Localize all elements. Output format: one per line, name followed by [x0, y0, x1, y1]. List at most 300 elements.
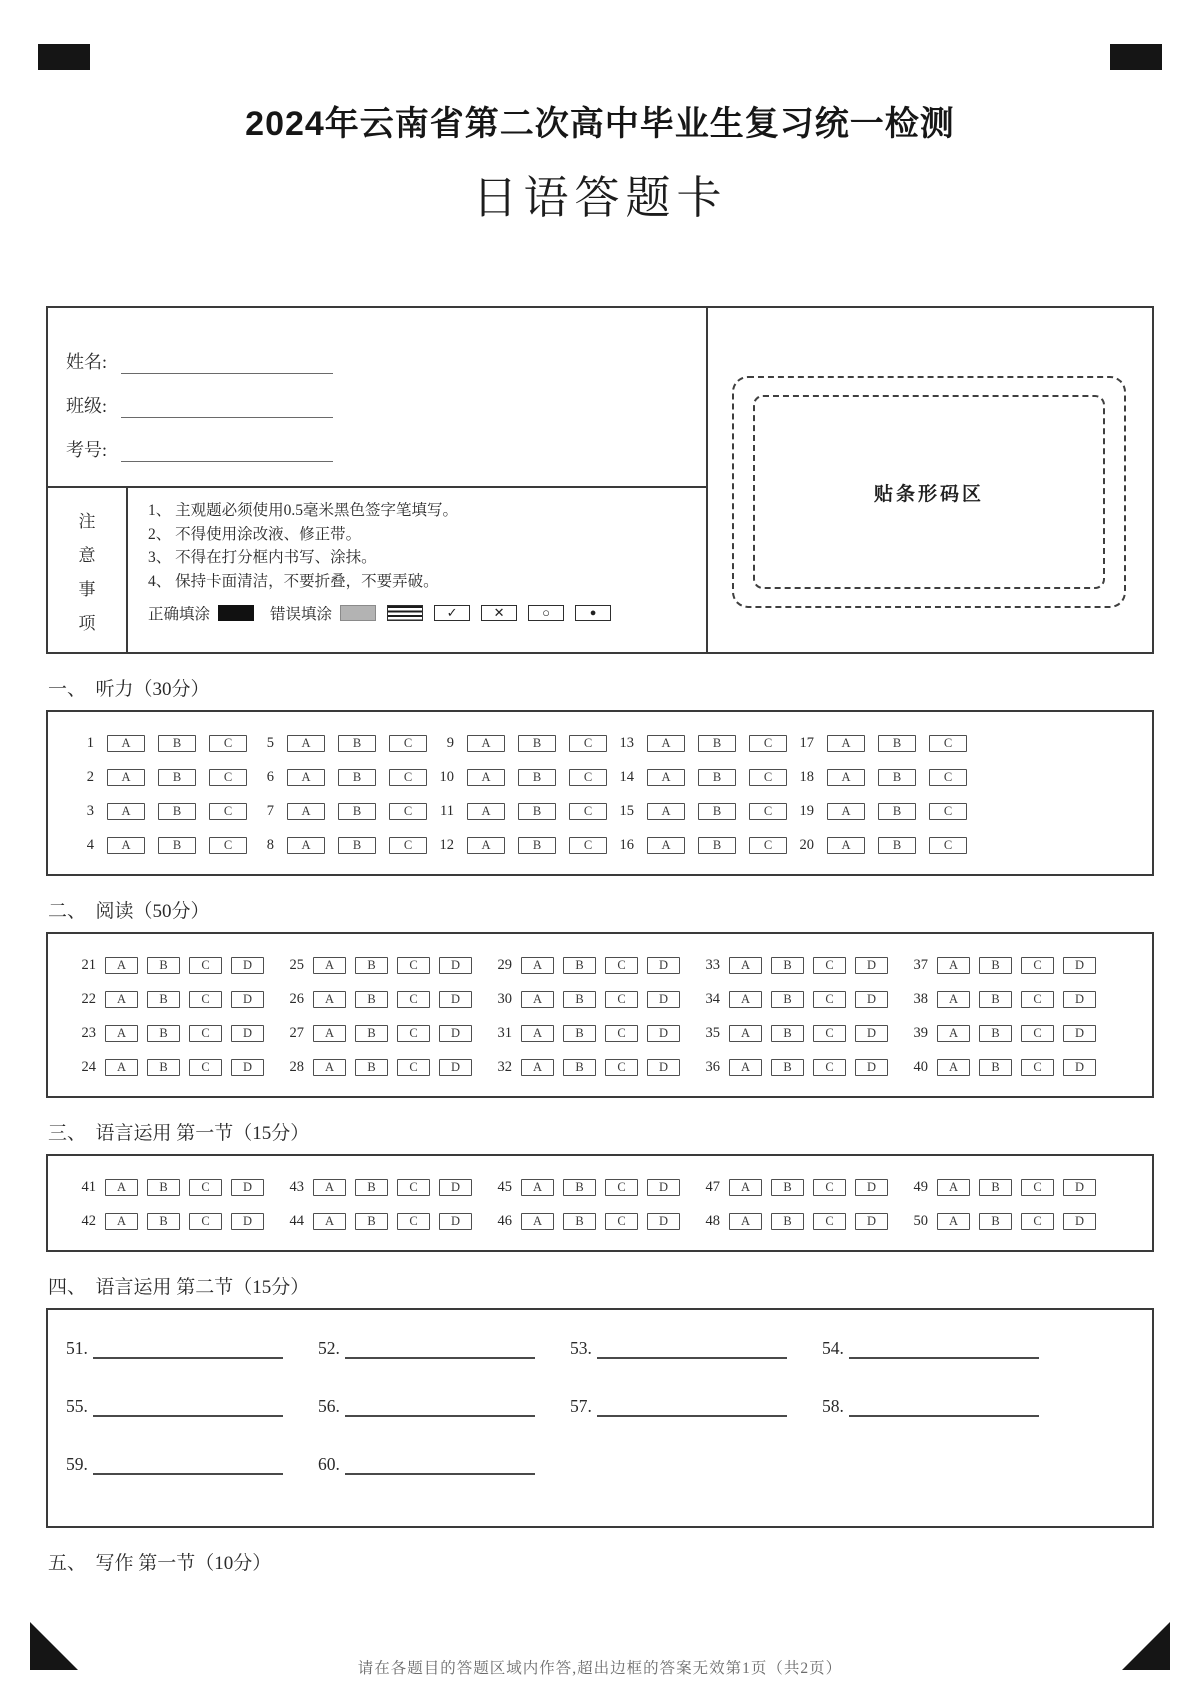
fill-legend [148, 602, 698, 624]
question-group [72, 957, 268, 974]
bubble-q2-A[interactable]: A [107, 769, 145, 786]
bubble-q26-A[interactable]: A [313, 991, 346, 1008]
bubble-q40-D[interactable]: D [1063, 1059, 1096, 1076]
blank-item [318, 1336, 546, 1359]
bubble-q5-C[interactable]: C [389, 735, 427, 752]
bubble-q43-A[interactable]: A [313, 1179, 346, 1196]
question-group [72, 803, 248, 820]
question-group [72, 1025, 268, 1042]
bubble-q13-B[interactable]: B [698, 735, 736, 752]
question-group [696, 957, 892, 974]
bubble-q23-A[interactable]: A [105, 1025, 138, 1042]
field-input-line[interactable] [121, 397, 333, 418]
bubble-q28-A[interactable]: A [313, 1059, 346, 1076]
bubble-q41-C[interactable]: C [189, 1179, 222, 1196]
bubble-q48-A[interactable]: A [729, 1213, 762, 1230]
blank-answer-line[interactable] [93, 1336, 283, 1359]
bubble-q18-B[interactable]: B [878, 769, 916, 786]
bubble-q50-A[interactable]: A [937, 1213, 970, 1230]
question-number: 45 [497, 1178, 512, 1195]
bubble-q24-C[interactable]: C [189, 1059, 222, 1076]
bubble-q2-B[interactable]: B [158, 769, 196, 786]
bubble-q25-B[interactable]: B [355, 957, 388, 974]
question-number: 34 [705, 990, 720, 1007]
bubble-q24-D[interactable]: D [231, 1059, 264, 1076]
bubble-q40-C[interactable]: C [1021, 1059, 1054, 1076]
question-number: 10 [439, 768, 454, 785]
bubble-q39-B[interactable]: B [979, 1025, 1012, 1042]
bubble-q39-A[interactable]: A [937, 1025, 970, 1042]
bubble-q41-D[interactable]: D [231, 1179, 264, 1196]
bubble-q42-C[interactable]: C [189, 1213, 222, 1230]
question-number: 47 [705, 1178, 720, 1195]
bubble-q32-C[interactable]: C [605, 1059, 638, 1076]
bubble-q47-D[interactable]: D [855, 1179, 888, 1196]
blank-row [66, 1394, 1152, 1452]
bubble-q36-A[interactable]: A [729, 1059, 762, 1076]
bubble-q14-C[interactable]: C [749, 769, 787, 786]
question-group [280, 1025, 476, 1042]
field-input-line[interactable] [121, 353, 333, 374]
bubble-q26-D[interactable]: D [439, 991, 472, 1008]
question-group [72, 735, 248, 752]
bubble-q15-B[interactable]: B [698, 803, 736, 820]
bubble-q49-A[interactable]: A [937, 1179, 970, 1196]
bubble-q8-C[interactable]: C [389, 837, 427, 854]
bubble-q6-B[interactable]: B [338, 769, 376, 786]
field-label: 考号: [66, 440, 108, 460]
bubble-q38-D[interactable]: D [1063, 991, 1096, 1008]
bubble-q45-A[interactable]: A [521, 1179, 554, 1196]
bubble-q30-B[interactable]: B [563, 991, 596, 1008]
bubble-q1-A[interactable]: A [107, 735, 145, 752]
bubble-q14-B[interactable]: B [698, 769, 736, 786]
bubble-q9-C[interactable]: C [569, 735, 607, 752]
question-group [792, 837, 968, 854]
blank-number: 58. [822, 1396, 844, 1416]
question-group [488, 1179, 684, 1196]
bubble-q12-C[interactable]: C [569, 837, 607, 854]
bubble-q38-C[interactable]: C [1021, 991, 1054, 1008]
student-info-panel [46, 306, 1154, 654]
question-number: 6 [266, 768, 274, 785]
question-group [904, 1059, 1100, 1076]
answer-row [48, 760, 1152, 794]
bubble-q4-B[interactable]: B [158, 837, 196, 854]
bubble-q19-A[interactable]: A [827, 803, 865, 820]
bubble-q36-D[interactable]: D [855, 1059, 888, 1076]
bubble-q47-A[interactable]: A [729, 1179, 762, 1196]
bubble-q49-C[interactable]: C [1021, 1179, 1054, 1196]
bubble-q32-B[interactable]: B [563, 1059, 596, 1076]
bubble-q15-C[interactable]: C [749, 803, 787, 820]
blank-item [66, 1336, 294, 1359]
bubble-q42-A[interactable]: A [105, 1213, 138, 1230]
notice-title-char: 事 [78, 579, 96, 599]
question-group [696, 1179, 892, 1196]
bubble-q30-A[interactable]: A [521, 991, 554, 1008]
bubble-q43-C[interactable]: C [397, 1179, 430, 1196]
section-heading-writing: 五、 写作 第一节（10分） [48, 1553, 272, 1574]
question-group [488, 957, 684, 974]
bubble-q26-C[interactable]: C [397, 991, 430, 1008]
bubble-q27-D[interactable]: D [439, 1025, 472, 1042]
bubble-q21-D[interactable]: D [231, 957, 264, 974]
bubble-q31-B[interactable]: B [563, 1025, 596, 1042]
blank-answer-line[interactable] [597, 1336, 787, 1359]
bubble-q3-A[interactable]: A [107, 803, 145, 820]
bubble-q4-C[interactable]: C [209, 837, 247, 854]
bubble-q50-B[interactable]: B [979, 1213, 1012, 1230]
bubble-q30-C[interactable]: C [605, 991, 638, 1008]
bubble-q35-A[interactable]: A [729, 1025, 762, 1042]
bubble-q12-B[interactable]: B [518, 837, 556, 854]
bubble-q8-B[interactable]: B [338, 837, 376, 854]
bubble-q5-B[interactable]: B [338, 735, 376, 752]
bubble-q11-B[interactable]: B [518, 803, 556, 820]
question-group [904, 1025, 1100, 1042]
bubble-q17-A[interactable]: A [827, 735, 865, 752]
bubble-q48-C[interactable]: C [813, 1213, 846, 1230]
bubble-q46-A[interactable]: A [521, 1213, 554, 1230]
bubble-q6-C[interactable]: C [389, 769, 427, 786]
question-number: 40 [913, 1058, 928, 1075]
question-group [488, 1213, 684, 1230]
question-number: 42 [81, 1212, 96, 1229]
notice-block [48, 486, 706, 652]
section-box-language-use-2 [46, 1308, 1154, 1528]
bubble-q39-C[interactable]: C [1021, 1025, 1054, 1042]
question-number: 37 [913, 956, 928, 973]
bubble-q47-C[interactable]: C [813, 1179, 846, 1196]
bubble-q34-B[interactable]: B [771, 991, 804, 1008]
bubble-q45-C[interactable]: C [605, 1179, 638, 1196]
bubble-q50-C[interactable]: C [1021, 1213, 1054, 1230]
blank-answer-line[interactable] [345, 1452, 535, 1475]
bubble-q11-C[interactable]: C [569, 803, 607, 820]
bubble-q25-A[interactable]: A [313, 957, 346, 974]
bubble-q33-C[interactable]: C [813, 957, 846, 974]
bubble-q25-D[interactable]: D [439, 957, 472, 974]
question-number: 3 [86, 802, 94, 819]
bubble-q42-D[interactable]: D [231, 1213, 264, 1230]
blank-answer-line[interactable] [597, 1394, 787, 1417]
bubble-q40-A[interactable]: A [937, 1059, 970, 1076]
question-group [488, 1059, 684, 1076]
question-number: 2 [86, 768, 94, 785]
bubble-q45-B[interactable]: B [563, 1179, 596, 1196]
question-group [280, 991, 476, 1008]
bubble-q31-D[interactable]: D [647, 1025, 680, 1042]
info-field-row [66, 382, 706, 426]
bubble-q1-C[interactable]: C [209, 735, 247, 752]
question-number: 8 [266, 836, 274, 853]
bubble-q41-B[interactable]: B [147, 1179, 180, 1196]
question-group [696, 1059, 892, 1076]
bubble-q17-B[interactable]: B [878, 735, 916, 752]
bubble-q29-A[interactable]: A [521, 957, 554, 974]
bubble-q29-C[interactable]: C [605, 957, 638, 974]
question-group [612, 735, 788, 752]
bubble-q16-A[interactable]: A [647, 837, 685, 854]
bubble-q21-C[interactable]: C [189, 957, 222, 974]
bubble-q1-B[interactable]: B [158, 735, 196, 752]
question-number: 19 [799, 802, 814, 819]
bubble-q43-B[interactable]: B [355, 1179, 388, 1196]
bubble-q26-B[interactable]: B [355, 991, 388, 1008]
bubble-q4-A[interactable]: A [107, 837, 145, 854]
bubble-q16-C[interactable]: C [749, 837, 787, 854]
question-group [280, 1059, 476, 1076]
blank-number: 56. [318, 1396, 340, 1416]
bubble-q37-A[interactable]: A [937, 957, 970, 974]
bubble-q35-C[interactable]: C [813, 1025, 846, 1042]
blank-answer-line[interactable] [93, 1452, 283, 1475]
question-group [904, 991, 1100, 1008]
question-group [252, 837, 428, 854]
bubble-q15-A[interactable]: A [647, 803, 685, 820]
bubble-q10-A[interactable]: A [467, 769, 505, 786]
cross-mark-icon: ✕ [481, 605, 517, 621]
bubble-q28-D[interactable]: D [439, 1059, 472, 1076]
bubble-q9-B[interactable]: B [518, 735, 556, 752]
bubble-q23-C[interactable]: C [189, 1025, 222, 1042]
bubble-q5-A[interactable]: A [287, 735, 325, 752]
bubble-q37-C[interactable]: C [1021, 957, 1054, 974]
bubble-q44-A[interactable]: A [313, 1213, 346, 1230]
question-group [488, 1025, 684, 1042]
blank-item [822, 1394, 1050, 1417]
bubble-q48-B[interactable]: B [771, 1213, 804, 1230]
bubble-q49-D[interactable]: D [1063, 1179, 1096, 1196]
sections [46, 674, 1154, 1575]
registration-mark-top-left [38, 44, 90, 70]
bubble-q34-D[interactable]: D [855, 991, 888, 1008]
bubble-q47-B[interactable]: B [771, 1179, 804, 1196]
notice-title [48, 488, 128, 652]
question-number: 39 [913, 1024, 928, 1041]
question-number: 33 [705, 956, 720, 973]
bubble-q7-C[interactable]: C [389, 803, 427, 820]
bubble-q21-B[interactable]: B [147, 957, 180, 974]
bubble-q33-A[interactable]: A [729, 957, 762, 974]
bubble-q44-C[interactable]: C [397, 1213, 430, 1230]
bubble-q22-C[interactable]: C [189, 991, 222, 1008]
bubble-q31-C[interactable]: C [605, 1025, 638, 1042]
bubble-q21-A[interactable]: A [105, 957, 138, 974]
notice-item: 3、 不得在打分框内书写、涂抹。 [148, 549, 377, 567]
bubble-q3-C[interactable]: C [209, 803, 247, 820]
bubble-q46-D[interactable]: D [647, 1213, 680, 1230]
bubble-q35-D[interactable]: D [855, 1025, 888, 1042]
bubble-q29-B[interactable]: B [563, 957, 596, 974]
blank-answer-line[interactable] [345, 1394, 535, 1417]
bubble-q46-B[interactable]: B [563, 1213, 596, 1230]
bubble-q30-D[interactable]: D [647, 991, 680, 1008]
bubble-q9-A[interactable]: A [467, 735, 505, 752]
blank-item [66, 1452, 294, 1475]
bubble-q23-B[interactable]: B [147, 1025, 180, 1042]
bubble-q19-B[interactable]: B [878, 803, 916, 820]
question-number: 16 [619, 836, 634, 853]
bubble-q38-B[interactable]: B [979, 991, 1012, 1008]
bubble-q3-B[interactable]: B [158, 803, 196, 820]
answer-row [48, 1050, 1152, 1084]
info-field-row [66, 338, 706, 382]
bubble-q27-C[interactable]: C [397, 1025, 430, 1042]
sheet-subtitle: 日语答题卡 [472, 173, 728, 223]
check-mark-icon: ✓ [434, 605, 470, 621]
bubble-q20-A[interactable]: A [827, 837, 865, 854]
bubble-q36-B[interactable]: B [771, 1059, 804, 1076]
bubble-q22-D[interactable]: D [231, 991, 264, 1008]
bubble-q25-C[interactable]: C [397, 957, 430, 974]
blank-row [66, 1336, 1152, 1394]
bubble-q29-D[interactable]: D [647, 957, 680, 974]
blank-answer-line[interactable] [93, 1394, 283, 1417]
bubble-q16-B[interactable]: B [698, 837, 736, 854]
section-heading-reading: 二、 阅读（50分） [48, 901, 210, 922]
bubble-q10-B[interactable]: B [518, 769, 556, 786]
question-group [904, 1213, 1100, 1230]
bubble-q6-A[interactable]: A [287, 769, 325, 786]
bubble-q18-C[interactable]: C [929, 769, 967, 786]
question-number: 31 [497, 1024, 512, 1041]
question-group [280, 1213, 476, 1230]
question-group [72, 1213, 268, 1230]
notice-title-char: 项 [78, 613, 96, 633]
bubble-q34-A[interactable]: A [729, 991, 762, 1008]
solid-fill-mark-icon [218, 605, 254, 621]
field-label: 姓名: [66, 352, 108, 372]
bubble-q36-C[interactable]: C [813, 1059, 846, 1076]
bubble-q42-B[interactable]: B [147, 1213, 180, 1230]
bubble-q40-B[interactable]: B [979, 1059, 1012, 1076]
bubble-q14-A[interactable]: A [647, 769, 685, 786]
bubble-q11-A[interactable]: A [467, 803, 505, 820]
blank-number: 51. [66, 1338, 88, 1358]
bubble-q22-A[interactable]: A [105, 991, 138, 1008]
bubble-q34-C[interactable]: C [813, 991, 846, 1008]
question-group [72, 991, 268, 1008]
blank-number: 53. [570, 1338, 592, 1358]
bubble-q33-B[interactable]: B [771, 957, 804, 974]
bubble-q44-D[interactable]: D [439, 1213, 472, 1230]
answer-row [48, 726, 1152, 760]
bubble-q20-C[interactable]: C [929, 837, 967, 854]
bubble-q27-B[interactable]: B [355, 1025, 388, 1042]
bubble-q35-B[interactable]: B [771, 1025, 804, 1042]
blank-item [822, 1336, 1050, 1359]
bubble-q44-B[interactable]: B [355, 1213, 388, 1230]
bubble-q24-B[interactable]: B [147, 1059, 180, 1076]
question-group [904, 957, 1100, 974]
question-group [696, 991, 892, 1008]
bubble-q43-D[interactable]: D [439, 1179, 472, 1196]
answer-row [48, 1170, 1152, 1204]
bubble-q38-A[interactable]: A [937, 991, 970, 1008]
bubble-q46-C[interactable]: C [605, 1213, 638, 1230]
bubble-q37-B[interactable]: B [979, 957, 1012, 974]
notice-body [128, 488, 706, 652]
bubble-q41-A[interactable]: A [105, 1179, 138, 1196]
wrong-fill-label: 错误填涂 [270, 606, 333, 624]
question-group [72, 1179, 268, 1196]
bubble-q8-A[interactable]: A [287, 837, 325, 854]
blank-row [66, 1452, 1152, 1510]
bubble-q28-B[interactable]: B [355, 1059, 388, 1076]
question-number: 49 [913, 1178, 928, 1195]
question-number: 35 [705, 1024, 720, 1041]
question-number: 26 [289, 990, 304, 1007]
bubble-q22-B[interactable]: B [147, 991, 180, 1008]
blank-answer-line[interactable] [849, 1336, 1039, 1359]
info-left-column [48, 308, 708, 652]
question-group [252, 769, 428, 786]
bubble-q2-C[interactable]: C [209, 769, 247, 786]
question-number: 7 [266, 802, 274, 819]
bubble-q48-D[interactable]: D [855, 1213, 888, 1230]
bubble-q13-C[interactable]: C [749, 735, 787, 752]
question-number: 41 [81, 1178, 96, 1195]
field-input-line[interactable] [121, 441, 333, 462]
blank-answer-line[interactable] [345, 1336, 535, 1359]
question-group [904, 1179, 1100, 1196]
bubble-q19-C[interactable]: C [929, 803, 967, 820]
question-number: 9 [446, 734, 454, 751]
blank-number: 54. [822, 1338, 844, 1358]
bubble-q32-D[interactable]: D [647, 1059, 680, 1076]
notice-title-char: 意 [78, 545, 96, 565]
section-heading-listening: 一、 听力（30分） [48, 679, 210, 700]
bubble-q13-A[interactable]: A [647, 735, 685, 752]
bubble-q10-C[interactable]: C [569, 769, 607, 786]
bubble-q27-A[interactable]: A [313, 1025, 346, 1042]
blank-item [318, 1452, 546, 1475]
blank-answer-line[interactable] [849, 1394, 1039, 1417]
bubble-q33-D[interactable]: D [855, 957, 888, 974]
bubble-q17-C[interactable]: C [929, 735, 967, 752]
bubble-q18-A[interactable]: A [827, 769, 865, 786]
question-group [696, 1213, 892, 1230]
question-number: 18 [799, 768, 814, 785]
bubble-q24-A[interactable]: A [105, 1059, 138, 1076]
info-field-row [66, 426, 706, 470]
bubble-q45-D[interactable]: D [647, 1179, 680, 1196]
bubble-q23-D[interactable]: D [231, 1025, 264, 1042]
bubble-q12-A[interactable]: A [467, 837, 505, 854]
circle-mark-icon: ○ [528, 605, 564, 621]
blank-item [570, 1336, 798, 1359]
bubble-q7-A[interactable]: A [287, 803, 325, 820]
field-label: 班级: [66, 396, 108, 416]
bubble-q7-B[interactable]: B [338, 803, 376, 820]
dot-mark-icon: ● [575, 605, 611, 621]
notice-item: 2、 不得使用涂改液、修正带。 [148, 525, 362, 543]
bubble-q50-D[interactable]: D [1063, 1213, 1096, 1230]
exam-title: 2024年云南省第二次高中毕业生复习统一检测 [245, 105, 955, 143]
bubble-q20-B[interactable]: B [878, 837, 916, 854]
bubble-q49-B[interactable]: B [979, 1179, 1012, 1196]
question-number: 22 [81, 990, 96, 1007]
bubble-q32-A[interactable]: A [521, 1059, 554, 1076]
bubble-q28-C[interactable]: C [397, 1059, 430, 1076]
bubble-q31-A[interactable]: A [521, 1025, 554, 1042]
bubble-q39-D[interactable]: D [1063, 1025, 1096, 1042]
question-group [72, 837, 248, 854]
question-group [696, 1025, 892, 1042]
bubble-q37-D[interactable]: D [1063, 957, 1096, 974]
